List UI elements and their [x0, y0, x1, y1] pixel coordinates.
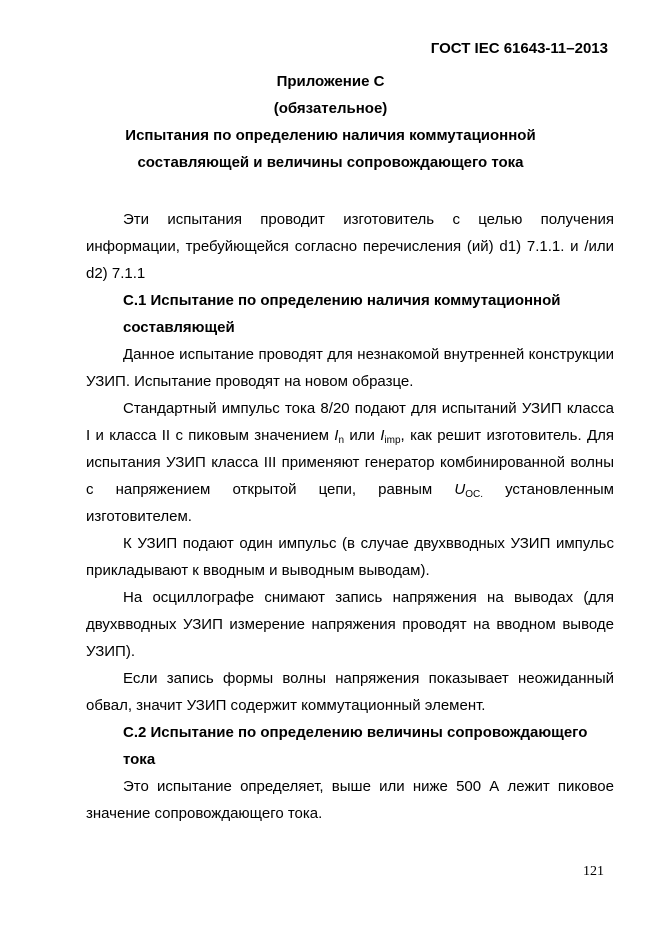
section-c2-heading: С.2 Испытание по определению величины сопровождающего тока	[123, 724, 588, 768]
c1-paragraph-3: К УЗИП подают один импульс (в случае двухвводных УЗИП импульс прикладывают к вводным и выводным выводам).	[86, 535, 614, 579]
c1-paragraph-2	[86, 395, 614, 530]
standard-designation: ГОСТ IEC 61643-11–2013	[430, 40, 608, 57]
symbol-In-subscript: n	[338, 435, 345, 446]
c2-paragraph-1: Это испытание определяет, выше или ниже 500 А лежит пиковое значение сопровождающего тока.	[86, 778, 614, 822]
appendix-heading-line2: составляющей и величины сопровождающего тока	[137, 154, 524, 171]
c1-p2-text-d: установленным изготовителем.	[86, 481, 614, 525]
c1-paragraph-5: Если запись формы волны напряжения показывает неожиданный обвал, значит УЗИП содержит коммутационный элемент.	[86, 670, 614, 714]
c1-p2-text-c: , как решит изготовитель. Для испытания УЗИП класса III применяют генератор комбинированной волны с напряжением открытой цепи, равным	[86, 427, 614, 498]
c1-p2-text-b: или	[344, 427, 381, 444]
symbol-Iimp-subscript: imp	[384, 435, 401, 446]
c1-paragraph-1: Данное испытание проводят для незнакомой внутренней конструкции УЗИП. Испытание проводят на новом образце.	[86, 346, 614, 390]
symbol-Uoc: U	[454, 481, 466, 498]
appendix-heading-line1: Испытания по определению наличия коммутационной	[125, 127, 536, 144]
appendix-status: (обязательное)	[273, 100, 388, 117]
document-body	[86, 206, 614, 827]
c1-p2-text-a: Стандартный импульс тока 8/20 подают для испытаний УЗИП класса I и класса II с пиковым значением	[86, 400, 614, 444]
symbol-In: I	[334, 427, 339, 444]
c1-paragraph-4: На осциллографе снимают запись напряжения на выводах (для двухвводных УЗИП измерение напряжения проводят на вводном выводе УЗИП).	[86, 589, 614, 660]
symbol-Uoc-subscript: OC.	[465, 489, 483, 500]
page-number: 121	[583, 864, 604, 879]
section-c1-heading: С.1 Испытание по определению наличия коммутационной составляющей	[123, 292, 561, 336]
appendix-title: Приложение С	[276, 73, 385, 90]
intro-paragraph: Эти испытания проводит изготовитель с целью получения информации, требуйющейся согласно перечисления (ий) d1) 7.1.1. и /или d2) 7.1.1	[86, 211, 614, 282]
symbol-Iimp: I	[380, 427, 385, 444]
